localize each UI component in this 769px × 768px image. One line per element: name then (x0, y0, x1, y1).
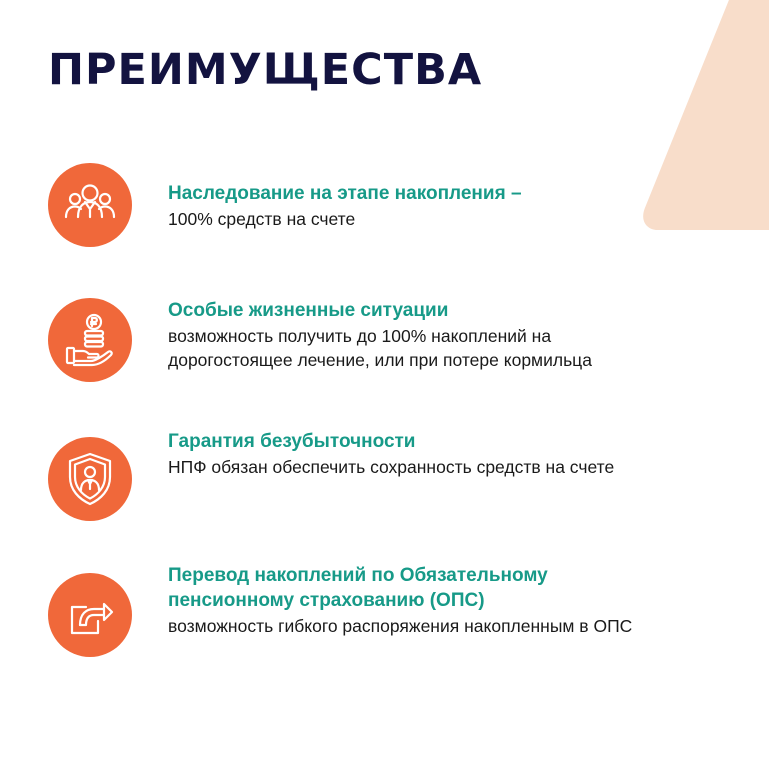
benefit-title: Перевод накоплений по Обязательному пенсионному страхованию (ОПС) (168, 565, 548, 611)
family-icon (48, 163, 132, 247)
benefit-description: НПФ обязан обеспечить сохранность средств на счете (168, 457, 615, 477)
benefit-description: 100% средств на счете (168, 209, 356, 229)
hand-coins-icon (48, 298, 132, 382)
benefit-description: возможность получить до 100% накоплений на дорогостоящее лечение, или при потере кормильца (168, 326, 592, 370)
benefit-description: возможность гибкого распоряжения накопленным в ОПС (168, 616, 633, 636)
page-title: ПРЕИМУЩЕСТВА (48, 45, 483, 95)
transfer-arrow-icon (48, 573, 132, 657)
decorative-corner-shape (636, 0, 769, 230)
shield-person-icon (48, 437, 132, 521)
benefit-title: Особые жизненные ситуации (168, 300, 449, 321)
benefit-title: Наследование на этапе накопления – (168, 183, 522, 204)
benefit-title: Гарантия безубыточности (168, 431, 416, 452)
